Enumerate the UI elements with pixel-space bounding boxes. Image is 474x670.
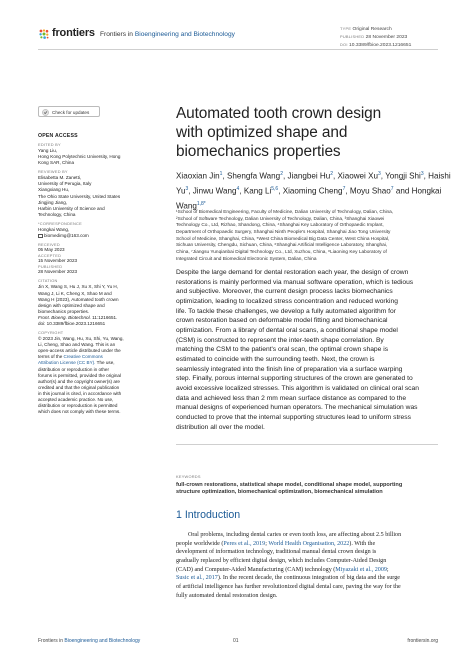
correspondence-name: Hongkai Wang, [38, 226, 70, 232]
author-affiliation-marker: 1 [219, 171, 223, 177]
footer-journal[interactable] [38, 638, 140, 644]
abstract-line: and subjective. Moreover, the current design process lacks biomechanics [176, 288, 393, 296]
author-separator: , [333, 171, 338, 181]
intro-line [176, 592, 438, 601]
citation-link[interactable]: Susic et al., 2017 [176, 575, 218, 582]
abstract-line: seamlessly integrated into the finish line of preparation via a surface warping [176, 365, 403, 373]
intro-text: ; [265, 540, 269, 547]
reviewer-line: Harbin University of Science and [38, 205, 105, 211]
footer [38, 638, 438, 648]
reviewer-line: University of Perugia, Italy [38, 181, 92, 187]
affiliation-line: School of Medicine, Shanghai, China, ⁵West China Biomedical Big Data Center, West China Hospital, [176, 236, 390, 242]
frontiers-logo-icon [38, 28, 50, 40]
reviewed-by-list [38, 175, 156, 218]
copyright-line: The use, [95, 360, 115, 366]
author-separator: , [345, 186, 350, 196]
abstract [176, 268, 440, 432]
citation-link[interactable]: World Health Organisation, 2022 [268, 540, 350, 547]
citation-line: biomechanics properties. [38, 308, 90, 314]
reviewer-line: Technology, China [38, 211, 76, 217]
author-name[interactable]: Xiaowei Xu [337, 171, 378, 181]
citation-link[interactable]: Miyazaki et al., 2009 [335, 566, 387, 573]
copyright-line: distribution or reproduction in other [38, 366, 109, 372]
author-name[interactable]: Hongkai Wang [176, 186, 442, 211]
author-affiliation-marker: 3 [185, 185, 189, 192]
header-rule [38, 49, 438, 50]
citation-line: Wang J, Li K, Cheng X, Shao M and [38, 290, 112, 296]
intro-text: Oral problems, including dental caries or even tooth loss, are affecting about 2.5 billion [188, 532, 402, 538]
affiliation-line: ¹School of Biomedical Engineering, Faculty of Medicine, Dalian University of Technology, Dalian, China, [176, 210, 394, 215]
footer-journal-prefix: Frontiers in [38, 638, 64, 644]
sidebar-published-label: PUBLISHED [38, 264, 63, 270]
affiliation-line: China, ⁷Jiangsu Yunqianbai Digital Technology Co., Ltd, Xuzhou, China, ⁸Liaoning Key Laboratory of [176, 249, 387, 255]
correspondence-email[interactable]: biomedimg@163.com [44, 233, 89, 239]
doi-label: DOI [340, 42, 348, 47]
intro-text: of artificial intelligence has further revolutionized digital dental care, paving the way for the [176, 583, 401, 590]
keywords-rule [176, 444, 438, 445]
editor-line: Kong SAR, China [38, 160, 75, 166]
citation-volume: 11:1216651. [92, 314, 118, 320]
copyright-line: terms of the [38, 354, 64, 360]
published-value: 28 November 2023 [365, 35, 408, 40]
copyright-line: open-access article distributed under the [38, 348, 121, 354]
editor-line: Yang Liu, [38, 148, 58, 153]
check-updates-icon [42, 109, 49, 116]
intro-line [176, 574, 438, 583]
abstract-line: life. To tackle these challenges, we develop a fully automated algorithm for [176, 307, 396, 315]
footer-journal-name: Bioengineering and Biotechnology [64, 638, 141, 644]
citation-journal: Front. Bioeng. Biotechnol. [38, 314, 91, 320]
author-name[interactable]: Shengfa Wang [226, 171, 281, 181]
author-name[interactable]: Yongji Shi [385, 171, 421, 181]
intro-text: ; [386, 566, 389, 573]
author-name[interactable]: Kang Li [243, 186, 272, 196]
copyright-line: © 2023 Jin, Wang, Hu, Xu, Shi, Yu, Wang, [38, 336, 124, 342]
author-affiliation-marker: 4 [236, 185, 240, 192]
reviewer-line: The Ohio State University, United States [38, 193, 121, 199]
abstract-line: avoid excessive localized stresses. This algorithm is validated on clinical oral scan [176, 384, 419, 392]
received-label: RECEIVED [38, 242, 60, 248]
abstract-line: manual designs of experienced human operators. The mechanical simulation was [176, 404, 418, 412]
license-link-2[interactable]: Attribution License (CC BY). [38, 360, 96, 366]
copyright-line: Li, Cheng, Shao and Wang. This is an [38, 342, 116, 348]
journal-name: Bioengineering and Biotechnology [134, 31, 235, 38]
reviewer-line: Jingjing Jiang, [38, 199, 68, 205]
citation-label: CITATION [38, 278, 58, 284]
abstract-line: conducted to prove that the internal supporting structures lead to uniform stress [176, 413, 411, 421]
affiliation-line: Department of Orthopaedic Surgery, Shanghai Ninth People's Hospital, Shanghai Jiao Tong University [176, 229, 391, 235]
affiliation-line: ²School of Software Technology, Dalian University of Technology, Dalian, China, ³Shanghai Xiaowei [176, 216, 385, 222]
published-label: PUBLISHED [340, 34, 365, 39]
reviewer-line: Elisabetta M. Zanetti, [38, 175, 82, 181]
citation [38, 284, 156, 327]
keywords-line: structure optimization, biomechanical optimization, biomechanical simulation [176, 489, 383, 496]
edited-by-label: EDITED BY [38, 142, 61, 147]
copyright-line: distribution or reproduction is permitted [38, 403, 118, 409]
keywords-label: KEYWORDS [176, 474, 201, 479]
journal-title[interactable] [100, 31, 235, 38]
author-name[interactable]: Xiaoming Cheng [282, 186, 343, 196]
keywords-line: full-crown restorations, statistical shape model, conditional shape model, supporting [176, 482, 403, 488]
abstract-line: step. Finally, porous internal supporting structures of the crown are generated to [176, 375, 413, 383]
citation-link[interactable]: Peres et al., 2019 [223, 540, 266, 547]
affiliations [176, 210, 466, 263]
author-separator: , [423, 171, 429, 181]
citation-line: Wang H (2023), Automated tooth crown [38, 296, 119, 302]
received-value: 05 May 2023 [38, 247, 65, 253]
reviewed-by-label: REVIEWED BY [38, 169, 68, 175]
accepted-label: ACCEPTED [38, 253, 62, 259]
check-for-updates-badge[interactable] [38, 106, 100, 117]
author-list [176, 168, 452, 213]
author-name[interactable]: Xiaoxian Jin [176, 171, 220, 181]
citation-line: design with optimized shape and [38, 302, 105, 308]
title-line: Automated tooth crown design [176, 105, 382, 122]
intro-text: ). In the recent decade, the continuous integration of big data and the surge [217, 575, 400, 582]
type-label: TYPE [340, 26, 352, 31]
correspondence-label: *CORRESPONDENCE [38, 220, 82, 226]
intro-text: people worldwide ( [176, 540, 224, 547]
keywords [176, 482, 446, 497]
title-line: with optimized shape and [176, 124, 348, 142]
copyright-line: in this journal is cited, in accordance with [38, 390, 122, 396]
accepted-value: 15 November 2023 [38, 258, 78, 264]
author-name[interactable]: Haishi Yu [176, 171, 451, 196]
frontiers-logo-text[interactable]: frontiers [52, 27, 95, 39]
dates [38, 242, 156, 275]
edited-by-list [38, 148, 156, 166]
intro-line [176, 531, 438, 540]
copyright-line: which does not comply with these terms. [38, 409, 121, 415]
intro-text: development of information technology, traditional manual dental crown design is [176, 549, 377, 556]
copyright-line: forums is permitted, provided the original [38, 372, 121, 378]
article-title [176, 104, 446, 162]
abstract-line: estimated to coincide with the surrounding teeth. Next, the crown is [176, 355, 375, 363]
intro-line [176, 540, 438, 549]
abstract-line: optimization. From a library of dental oral scans, a conditional shape model [176, 326, 398, 334]
author-affiliation-marker: 2 [330, 171, 333, 177]
title-line: biomechanics properties [176, 143, 341, 161]
type-value: Original Research [352, 27, 392, 32]
author-separator: , [222, 171, 227, 181]
author-affiliation-marker: 7 [342, 185, 346, 192]
citation-doi[interactable]: doi: 10.3389/fbioe.2023.1216651 [38, 320, 106, 326]
affiliation-line: Sichuan University, Chengdu, Sichuan, China, ⁶Shanghai Artificial Intelligence Laboratory, Shanghai, [176, 243, 388, 249]
license-link[interactable]: Creative Commons [63, 354, 103, 360]
abstract-line: restorations is mainly performed via manual software operation, which is tedious [176, 278, 414, 286]
author-affiliation-marker: 2 [280, 171, 283, 177]
doi-value[interactable]: 10.3389/fbioe.2023.1216651 [349, 43, 412, 48]
abstract-line: Despite the large demand for dental restoration each year, the design of crown [176, 269, 409, 276]
copyright-line: accepted academic practice. No use, [38, 397, 114, 402]
abstract-line: distribution all over the model. [176, 423, 265, 431]
copyright-line: author(s) and the copyright owner(s) are [38, 378, 120, 384]
author-affiliation-marker: 7 [390, 185, 394, 192]
author-separator: , [239, 186, 244, 196]
footer-site-link[interactable]: frontiersin.org [407, 638, 438, 644]
intro-text: ). With the [349, 540, 376, 547]
author-affiliation-marker: 1,8* [196, 200, 206, 207]
open-access-label: OPEN ACCESS [38, 133, 78, 139]
section-heading-introduction: 1 Introduction [176, 509, 241, 521]
intro-text: fully automated dental restoration design. [176, 592, 278, 599]
author-separator: and [393, 186, 412, 196]
header [0, 0, 474, 48]
author-name[interactable]: Moyu Shao [349, 186, 391, 196]
correspondence [38, 227, 156, 239]
citation-line: Jin X, Wang S, Hu J, Xu X, Shi Y, Yu H, [38, 284, 119, 290]
editor-line: Hong Kong Polytechnic University, Hong [38, 154, 121, 160]
abstract-line: (CSM) is constructed to represent the inter-teeth shape correlation. By [176, 336, 384, 344]
intro-text: (CAD) and Computer-Aided Manufacturing (CAM) technology ( [176, 566, 336, 573]
introduction-body [176, 531, 438, 600]
intro-text: gradually replaced by efficient digital design, which includes Computer-Aided Design [176, 557, 387, 564]
author-separator: , [278, 186, 283, 196]
affiliation-line: Technology Co., Ltd, Rizhao, Shandong, China, ⁴Shanghai Key Laboratory of Orthopaedic Implant, [176, 223, 384, 229]
intro-line [176, 548, 438, 557]
email-icon [38, 234, 43, 238]
copyright-line: credited and that the original publication [38, 384, 120, 390]
author-name[interactable]: Jiangbei Hu [287, 171, 331, 181]
abstract-line: optimization, leading to localized stress concentration and reduced working [176, 297, 398, 305]
author-affiliation-marker: 5,6 [271, 185, 279, 192]
abstract-line: data and achieved less than 2 mm mean surface distance as compared to the [176, 394, 407, 402]
author-separator: , [282, 171, 288, 181]
author-affiliation-marker: 3 [378, 171, 381, 177]
author-separator: , [380, 171, 386, 181]
author-affiliation-marker: 3 [420, 171, 424, 177]
page-number: 01 [233, 638, 239, 644]
author-name[interactable]: Jinwu Wang [192, 186, 237, 196]
check-updates-label: Check for updates [52, 109, 90, 115]
sidebar-published-value: 28 November 2023 [38, 269, 78, 275]
abstract-line: matching the CSM to the patient's oral scan, the optimal crown shape is [176, 346, 389, 354]
copyright [38, 336, 156, 415]
reviewer-line: Xiangxiang Hu, [38, 187, 70, 193]
copyright-label: COPYRIGHT [38, 330, 64, 336]
correspondence-email-row [38, 233, 156, 239]
journal-prefix: Frontiers in [100, 31, 133, 38]
intro-line [176, 566, 438, 575]
intro-line [176, 557, 438, 566]
abstract-line: crown restoration based on deformable model fitting and biomechanical [176, 317, 388, 325]
author-separator: , [188, 186, 193, 196]
sidebar [38, 133, 156, 415]
intro-line [176, 583, 438, 592]
affiliation-line: Integrated Circuit and Biomedical Electronic System, Dalian, China [176, 256, 317, 262]
article-meta [340, 25, 470, 49]
